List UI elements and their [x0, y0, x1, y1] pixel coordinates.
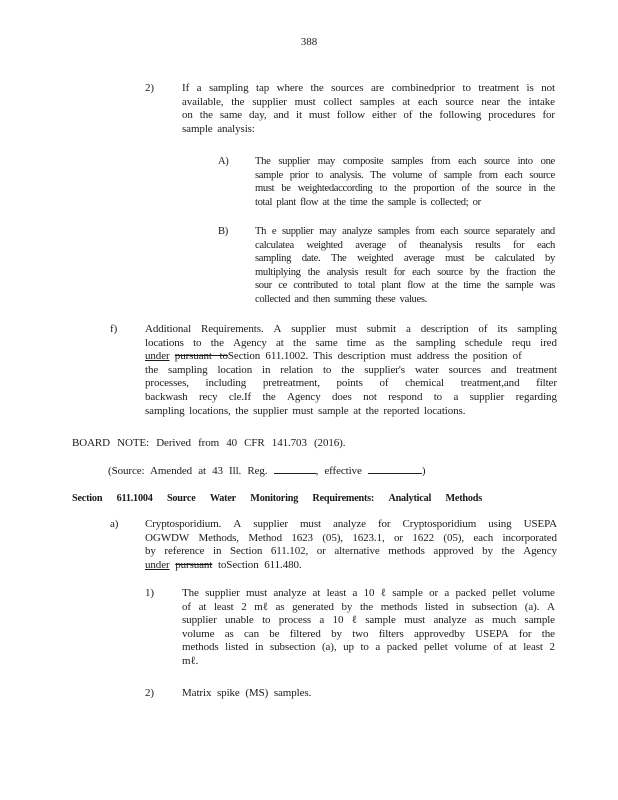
clause-A-text: [255, 155, 555, 209]
clause-2b-label: 2): [145, 687, 154, 699]
clause-line: methods listed in subsection (a), up to a packed pellet volume of at least 2: [182, 641, 555, 654]
inserted-text: under: [145, 558, 170, 571]
clause-line: available, the supplier must collect samples at each source near the intake: [182, 95, 555, 108]
clause-line: The supplier may composite samples from each source into one: [255, 156, 555, 167]
clause-line: Additional Requirements. A supplier must submit a description of its sampling: [145, 323, 557, 335]
heading-word: Section: [72, 493, 103, 504]
clause-1-text: [182, 587, 555, 669]
clause-B: [218, 225, 555, 307]
source-pre: (Source: Amended at 43 Ill. Reg.: [108, 465, 268, 477]
clause-a-text: [145, 518, 557, 572]
clause-line: mℓ.: [182, 654, 199, 667]
clause-line: multiplying the analysis result for each source by the fraction the: [255, 266, 555, 278]
clause-line: The supplier must analyze at least a 10 ℓ sample or a packed pellet volume: [182, 587, 555, 599]
heading-word: Requirements:: [312, 493, 375, 504]
inserted-text: under: [145, 350, 170, 363]
clause-line: sampling locations, the supplier must sample at the reported locations.: [145, 404, 466, 417]
clause-line: sample prior to analysis. The volume of sample from each source: [255, 169, 555, 181]
heading-word: Methods: [445, 493, 482, 504]
clause-line: by reference in Section 611.102, or alternative methods approved by the Agency: [145, 545, 557, 558]
clause-B-text: [255, 225, 555, 307]
heading-word: Water: [209, 493, 236, 504]
clause-line: sour ce contributed to total plant flow at the time the sample was: [255, 280, 555, 292]
clause-a: [110, 518, 557, 572]
clause-line: of at least 2 mℓ as generated by the methods listed in subsection (a). A: [182, 600, 555, 613]
clause-line: volume as can be filtered by two filters approvedby USEPA for the: [182, 627, 555, 640]
clause-line: OGWDW Methods, Method 1623 (05), 1623.1, or 1622 (05), each incorporated: [145, 531, 557, 544]
clause-B-label: B): [218, 226, 228, 237]
source-line: [108, 463, 425, 477]
source-close: ): [421, 465, 426, 477]
clause-2b-text: [182, 687, 555, 701]
clause-a-label: a): [110, 518, 119, 530]
blank-field: [368, 463, 422, 474]
clause-line: sample analysis:: [182, 122, 255, 135]
clause-line: calculatea weighted average of theanalysis results for each: [255, 239, 555, 251]
clause-line: Cryptosporidium. A supplier must analyze for Cryptosporidium using USEPA: [145, 518, 557, 530]
clause-line: Matrix spike (MS) samples.: [182, 687, 312, 699]
clause-line: collected and then summing these values.: [255, 293, 427, 305]
clause-line: total plant flow at the time the sample is collected; or: [255, 196, 481, 208]
clause-2: [145, 82, 555, 136]
clause-2-text: [182, 82, 555, 136]
deleted-text: pursuant to: [174, 350, 228, 363]
clause-line: locations to the Agency at the same time as the sampling schedule requ ired: [145, 336, 557, 349]
clause-line-edited: [145, 350, 557, 364]
section-heading: [72, 492, 482, 506]
clause-line: supplier unable to process a 10 ℓ sample must analyze as much sample: [182, 614, 555, 627]
clause-f: [110, 323, 557, 418]
clause-A: [218, 155, 555, 209]
clause-line: processes, including pretreatment, points of chemical treatment,and filter: [145, 377, 557, 390]
page-number: 388: [300, 36, 318, 48]
clause-line-rest: toSection 611.480.: [217, 558, 302, 571]
clause-line-edited: [145, 559, 557, 573]
heading-word: Analytical: [388, 493, 432, 504]
source-line-text: [108, 463, 425, 477]
clause-line: on the same day, and it must follow either of the following procedures for: [182, 109, 555, 122]
clause-line: backwash recy cle.If the Agency does not respond to a supplier regarding: [145, 390, 557, 403]
clause-2b: [145, 687, 555, 701]
clause-A-label: A): [218, 156, 229, 167]
blank-field: [274, 463, 316, 474]
clause-line: must be weightedaccording to the proportion of the source in the: [255, 183, 555, 195]
clause-f-label: f): [110, 323, 118, 335]
clause-line: If a sampling tap where the sources are combinedprior to treatment is not: [182, 82, 555, 94]
deleted-text: pursuant: [175, 558, 213, 571]
clause-2-label: 2): [145, 82, 154, 94]
clause-1: [145, 587, 555, 669]
clause-line: Th e supplier may analyze samples from each source separately and: [255, 226, 555, 237]
heading-word: 611.1004: [116, 493, 153, 504]
heading-word: Monitoring: [250, 493, 299, 504]
heading-word: Source: [166, 493, 196, 504]
section-heading-words: [72, 492, 482, 506]
source-mid: , effective: [315, 465, 362, 477]
clause-f-text: [145, 323, 557, 418]
clause-line: the sampling location in relation to the supplier's water sources and treatment: [145, 363, 557, 376]
clause-1-label: 1): [145, 587, 154, 599]
clause-line-rest: Section 611.1002. This description must address the position of: [227, 350, 522, 363]
board-note-text: BOARD NOTE: Derived from 40 CFR 141.703 (2016).: [72, 437, 346, 449]
clause-line: sampling date. The weighted average must be calculated by: [255, 253, 555, 265]
board-note: [72, 437, 345, 451]
